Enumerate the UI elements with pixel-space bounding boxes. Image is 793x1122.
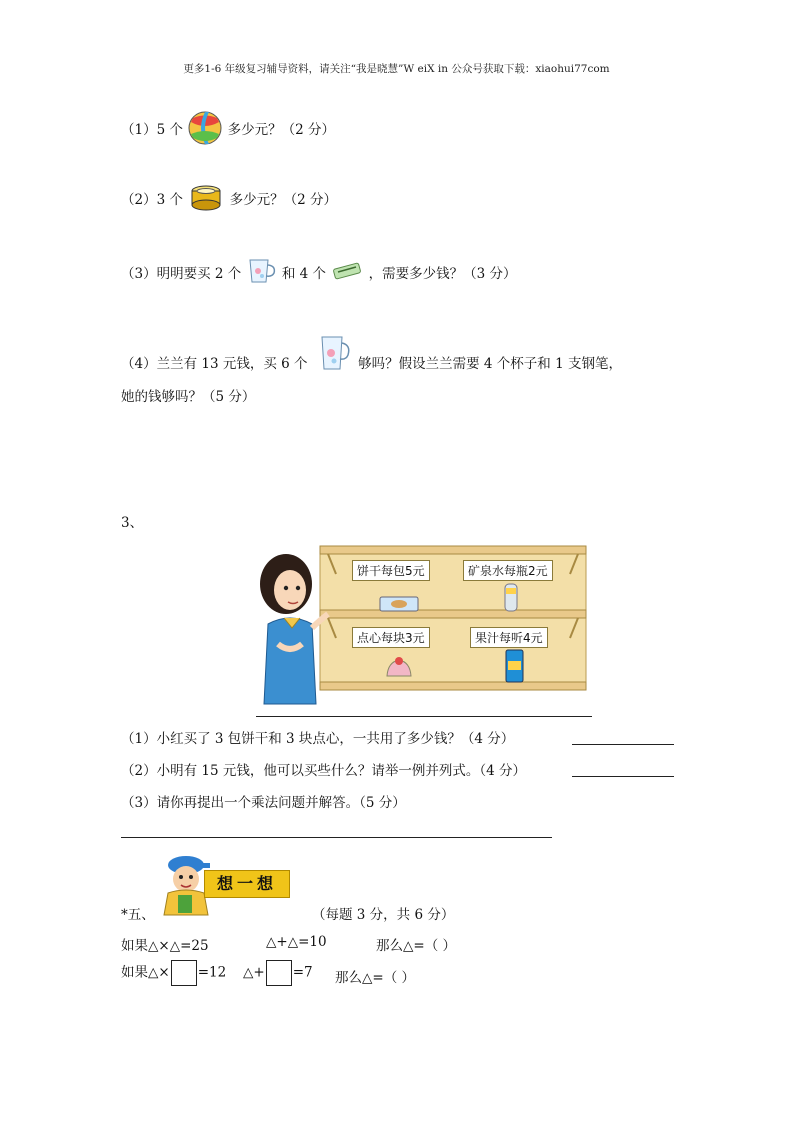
question-2-prefix: （2）3 个	[121, 192, 183, 208]
equation-2a-left: 如果△×	[121, 964, 170, 981]
answer-line-1[interactable]	[572, 744, 674, 745]
blank-box[interactable]	[266, 960, 292, 986]
equation-2-answer: 那么△=（ ）	[335, 970, 415, 986]
cup-icon	[318, 333, 352, 373]
equation-2a-right: =12	[197, 964, 227, 981]
can-icon	[189, 183, 223, 213]
section-3-question-2: （2）小明有 15 元钱，他可以买些什么？请举一例并列式。（4 分）	[121, 763, 526, 779]
question-3-prefix: （3）明明要买 2 个	[121, 266, 242, 282]
divider-line	[256, 716, 592, 717]
equation-2b-right: =7	[292, 964, 313, 981]
pen-icon	[332, 261, 362, 281]
section-3-number: 3、	[121, 515, 144, 531]
question-4	[121, 352, 622, 372]
equation-2b	[243, 960, 313, 986]
section-3-question-3: （3）请你再提出一个乘法问题并解答。（5 分）	[121, 795, 406, 811]
banner-think: 想一想	[204, 870, 290, 898]
answer-line-2[interactable]	[572, 776, 674, 777]
water-price-label: 矿泉水每瓶2元	[463, 560, 553, 581]
question-2-suffix: 多少元？（2 分）	[229, 192, 337, 208]
cup-icon	[246, 256, 278, 286]
question-3	[121, 262, 517, 282]
question-1	[121, 118, 335, 138]
question-4-suffix: 够吗？假设兰兰需要 4 个杯子和 1 支钢笔，	[358, 356, 622, 372]
question-1-prefix: （1）5 个	[121, 122, 183, 138]
question-3-suffix: ，需要多少钱？（3 分）	[368, 266, 517, 282]
section-5-score: （每题 3 分，共 6 分）	[312, 907, 455, 923]
question-4-prefix: （4）兰兰有 13 元钱，买 6 个	[121, 356, 308, 372]
snack-price-label: 点心每块3元	[352, 627, 430, 648]
equation-2b-left: △+	[243, 964, 265, 981]
equation-2a	[121, 960, 226, 986]
question-1-suffix: 多少元？（2 分）	[227, 122, 335, 138]
section-5-number: *五、	[121, 907, 155, 923]
ball-icon	[187, 110, 223, 146]
equation-1-answer: 那么△=（ ）	[376, 938, 456, 954]
blank-box[interactable]	[171, 960, 197, 986]
biscuit-price-label: 饼干每包5元	[352, 560, 430, 581]
answer-line-3[interactable]	[121, 837, 552, 838]
juice-price-label: 果汁每听4元	[470, 627, 548, 648]
question-2	[121, 188, 337, 208]
equation-1b: △+△=10	[266, 934, 327, 950]
page-header: 更多1-6 年级复习辅导资料，请关注“我是晓慧”W eiX in 公众号获取下载：xiaohui77com	[183, 63, 610, 75]
question-4-line2: 她的钱够吗？（5 分）	[121, 389, 256, 405]
question-3-middle: 和 4 个	[281, 266, 327, 282]
section-3-question-1: （1）小红买了 3 包饼干和 3 块点心，一共用了多少钱？（4 分）	[121, 731, 515, 747]
equation-1a: 如果△×△=25	[121, 938, 209, 954]
